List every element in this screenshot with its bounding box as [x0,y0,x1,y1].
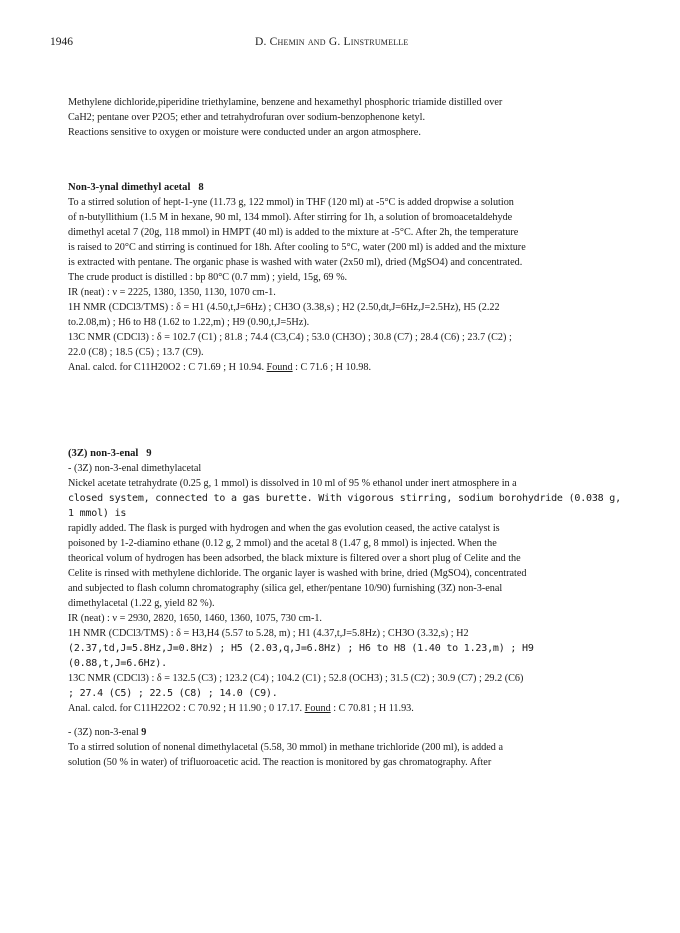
text-line: solution (50 % in water) of trifluoroacetic acid. The reaction is monitored by gas chromatography. After [68,757,492,768]
text-line: To a stirred solution of hept-1-yne (11.73 g, 122 mmol) in THF (120 ml) at -5°C is added dropwise a solution [68,197,514,208]
text-line: of n-butyllithium (1.5 M in hexane, 90 ml, 134 mmol). After stirring for 1h, a solution of bromoacetaldehyde [68,212,513,223]
analysis-line [68,360,628,375]
ir-line: IR (neat) : ν = 2225, 1380, 1350, 1130, 1070 cm-1. [68,287,276,298]
compound-name: Non-3-ynal dimethyl acetal [68,182,191,193]
subheading-text: - (3Z) non-3-enal [68,727,139,738]
subheading [68,725,628,740]
section-compound-8 [68,180,628,375]
nmr-h-line: 1H NMR (CDCl3/TMS) : δ = H3,H4 (5.57 to 5.28, m) ; H1 (4.37,t,J=5.8Hz) ; CH3O (3.32,s) ; H2 [68,628,469,639]
compound-name: (3Z) non-3-enal [68,448,139,459]
page-number: 1946 [50,36,73,48]
text-line: To a stirred solution of nonenal dimethylacetal (5.58, 30 mmol) in methane trichloride (200 ml), is added a [68,742,503,753]
text-line: Reactions sensitive to oxygen or moisture were conducted under an argon atmosphere. [68,127,421,138]
text-line: The crude product is distilled : bp 80°C (0.7 mm) ; yield, 15g, 69 %. [68,272,348,283]
compound-number: 9 [146,448,152,459]
analysis-calcd: Anal. calcd. for C11H20O2 : C 71.69 ; H 10.94. [68,362,264,373]
text-line: poisoned by 1-2-diamino ethane (0.12 g, 2 mmol) and the acetal 8 (1.47 g, 8 mmol) is injected. When the [68,538,497,549]
found-label: Found [266,362,293,373]
nmr-c-line: 22.0 (C8) ; 18.5 (C5) ; 13.7 (C9). [68,347,204,358]
section-heading [68,180,628,195]
found-label: Found [304,703,331,714]
nmr-h-line: to.2.08,m) ; H6 to H8 (1.62 to 1.22,m) ; H9 (0.90,t,J=5Hz). [68,317,310,328]
text-line: theorical volum of hydrogen has been adsorbed, the black mixture is filtered over a short plug of Celite and the [68,553,521,564]
text-line: CaH2; pentane over P2O5; ether and tetrahydrofuran over sodium-benzophenone ketyl. [68,112,426,123]
analysis-line [68,701,628,716]
analysis-calcd: Anal. calcd. for C11H22O2 : C 70.92 ; H 11.90 ; 0 17.17. [68,703,303,714]
running-header-authors: D. Chemin and G. Linstrumelle [255,36,409,48]
nmr-h-line: (2.37,td,J=5.8Hz,J=0.8Hz) ; H5 (2.03,q,J=6.8Hz) ; H6 to H8 (1.40 to 1.23,m) ; H9 (0.88,t,J=6.6Hz). [68,643,534,669]
text-line: and subjected to flash column chromatography (silica gel, ether/pentane 10/90) furnishing (3Z) non-3-enal [68,583,503,594]
nmr-c-line: 13C NMR (CDCl3) : δ = 132.5 (C3) ; 123.2 (C4) ; 104.2 (C1) ; 52.8 (OCH3) ; 31.5 (C2) ; 30.9 (C7) ; 29.2 (C6) [68,673,524,684]
section-compound-9 [68,446,628,716]
section-compound-9-hydrolysis [68,725,628,770]
compound-number: 9 [141,727,147,738]
text-line: dimethylacetal (1.22 g, yield 82 %). [68,598,215,609]
found-values: : C 71.6 ; H 10.98. [295,362,371,373]
text-line: dimethyl acetal 7 (20g, 118 mmol) in HMPT (40 ml) is added to the mixture at -5°C. After 2h, the temperature [68,227,519,238]
text-line: Methylene dichloride,piperidine triethylamine, benzene and hexamethyl phosphoric triamide distilled over [68,97,503,108]
nmr-c-line: ; 27.4 (C5) ; 22.5 (C8) ; 14.0 (C9). [68,688,278,699]
ir-line: IR (neat) : ν = 2930, 2820, 1650, 1460, 1360, 1075, 730 cm-1. [68,613,322,624]
intro-paragraph [68,95,628,140]
section-heading [68,446,628,461]
compound-number: 8 [198,182,204,193]
nmr-h-line: 1H NMR (CDCl3/TMS) : δ = H1 (4.50,t,J=6Hz) ; CH3O (3.38,s) ; H2 (2.50,dt,J=6Hz,J=2.5Hz), H5 (2.22 [68,302,500,313]
text-line: is extracted with pentane. The organic phase is washed with water (2x50 ml), dried (MgSO4) and concentrated. [68,257,523,268]
text-line: is raised to 20°C and stirring is continued for 18h. After cooling to 5°C, water (200 ml) is added and the mixture [68,242,526,253]
subheading: - (3Z) non-3-enal dimethylacetal [68,463,202,474]
found-values: : C 70.81 ; H 11.93. [333,703,414,714]
text-line: Celite is rinsed with methylene dichloride. The organic layer is washed with brine, dried (MgSO4), concentrated [68,568,527,579]
text-line: closed system, connected to a gas burette. With vigorous stirring, sodium borohydride (0.038 g, 1 mmol) is [68,493,621,519]
text-line: Nickel acetate tetrahydrate (0.25 g, 1 mmol) is dissolved in 10 ml of 95 % ethanol under inert atmosphere in a [68,478,517,489]
text-line: rapidly added. The flask is purged with hydrogen and when the gas evolution ceased, the active catalyst is [68,523,500,534]
nmr-c-line: 13C NMR (CDCl3) : δ = 102.7 (C1) ; 81.8 ; 74.4 (C3,C4) ; 53.0 (CH3O) ; 30.8 (C7) ; 28.4 (C6) ; 23.7 (C2) ; [68,332,512,343]
